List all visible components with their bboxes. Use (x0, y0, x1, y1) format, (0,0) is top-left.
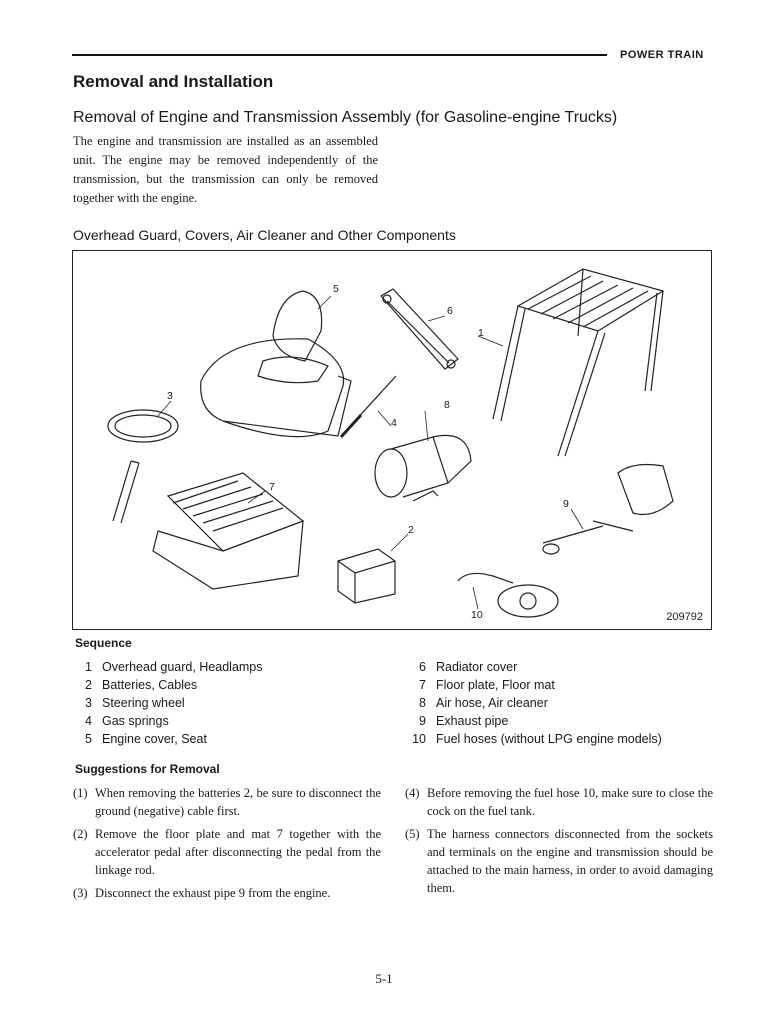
callout-8: 8 (444, 399, 450, 411)
figure-code: 209792 (666, 611, 703, 623)
sequence-item: 5 Engine cover, Seat (85, 732, 207, 746)
seat-cover-drawing (201, 291, 351, 437)
callout-2: 2 (408, 524, 414, 536)
header-rule (72, 54, 607, 56)
page-title: Removal and Installation (73, 72, 274, 91)
sequence-item: 6 Radiator cover (419, 660, 518, 674)
page-number: 5-1 (375, 971, 393, 986)
sequence-item: 7 Floor plate, Floor mat (419, 678, 555, 692)
components-illustration (73, 251, 713, 631)
figure-title: Overhead Guard, Covers, Air Cleaner and Other Components (73, 227, 456, 243)
callout-7: 7 (269, 481, 275, 493)
section-label: POWER TRAIN (620, 49, 704, 61)
page-subtitle: Removal of Engine and Transmission Assembly (for Gasoline-engine Trucks) (73, 109, 618, 126)
sequence-item: 10 Fuel hoses (without LPG engine models) (412, 732, 662, 746)
callout-4: 4 (391, 417, 397, 429)
suggestion-item: (1) When removing the batteries 2, be sure to disconnect the ground (negative) cable first. (73, 786, 381, 818)
sequence-item: 2 Batteries, Cables (85, 678, 198, 692)
sequence-list-right (410, 658, 662, 748)
components-figure (72, 250, 712, 630)
suggestion-item: (2) Remove the floor plate and mat 7 together with the accelerator pedal after disconnecting the pedal from the linkage rod. (73, 827, 381, 877)
suggestion-item: (4) Before removing the fuel hose 10, make sure to close the cock on the fuel tank. (405, 786, 713, 818)
overhead-guard-drawing (493, 269, 663, 456)
callout-3: 3 (167, 390, 173, 402)
sequence-item: 1 Overhead guard, Headlamps (85, 660, 263, 674)
gas-spring-drawing (341, 376, 396, 437)
air-cleaner-drawing (375, 435, 471, 501)
suggestions-title: Suggestions for Removal (75, 762, 220, 776)
sequence-list-left (76, 658, 263, 748)
callout-5: 5 (333, 283, 339, 295)
sequence-item: 3 Steering wheel (85, 696, 185, 710)
callout-leaders (158, 296, 583, 609)
radiator-cover-drawing (381, 289, 458, 369)
sequence-item: 9 Exhaust pipe (419, 714, 509, 728)
sequence-item: 8 Air hose, Air cleaner (419, 696, 548, 710)
callout-6: 6 (447, 305, 453, 317)
floor-plate-drawing (153, 473, 303, 589)
suggestion-item: (3) Disconnect the exhaust pipe 9 from the engine. (73, 886, 331, 900)
callout-1: 1 (478, 327, 484, 339)
intro-paragraph: The engine and transmission are installed as an assembled unit. The engine may be removed independently of the transmission, but the transmission can only be removed together with the engine. (73, 134, 378, 205)
steering-wheel-drawing (108, 410, 178, 523)
sequence-item: 4 Gas springs (85, 714, 169, 728)
callout-10: 10 (471, 609, 483, 621)
battery-drawing (338, 549, 395, 603)
suggestions-left (73, 784, 381, 907)
callout-9: 9 (563, 498, 569, 510)
suggestions-right (405, 784, 713, 902)
suggestion-item: (5) The harness connectors disconnected from the sockets and terminals on the engine and transmission should be attached to the main harness, in order to avoid damaging them. (405, 827, 713, 895)
sequence-title: Sequence (75, 636, 132, 650)
